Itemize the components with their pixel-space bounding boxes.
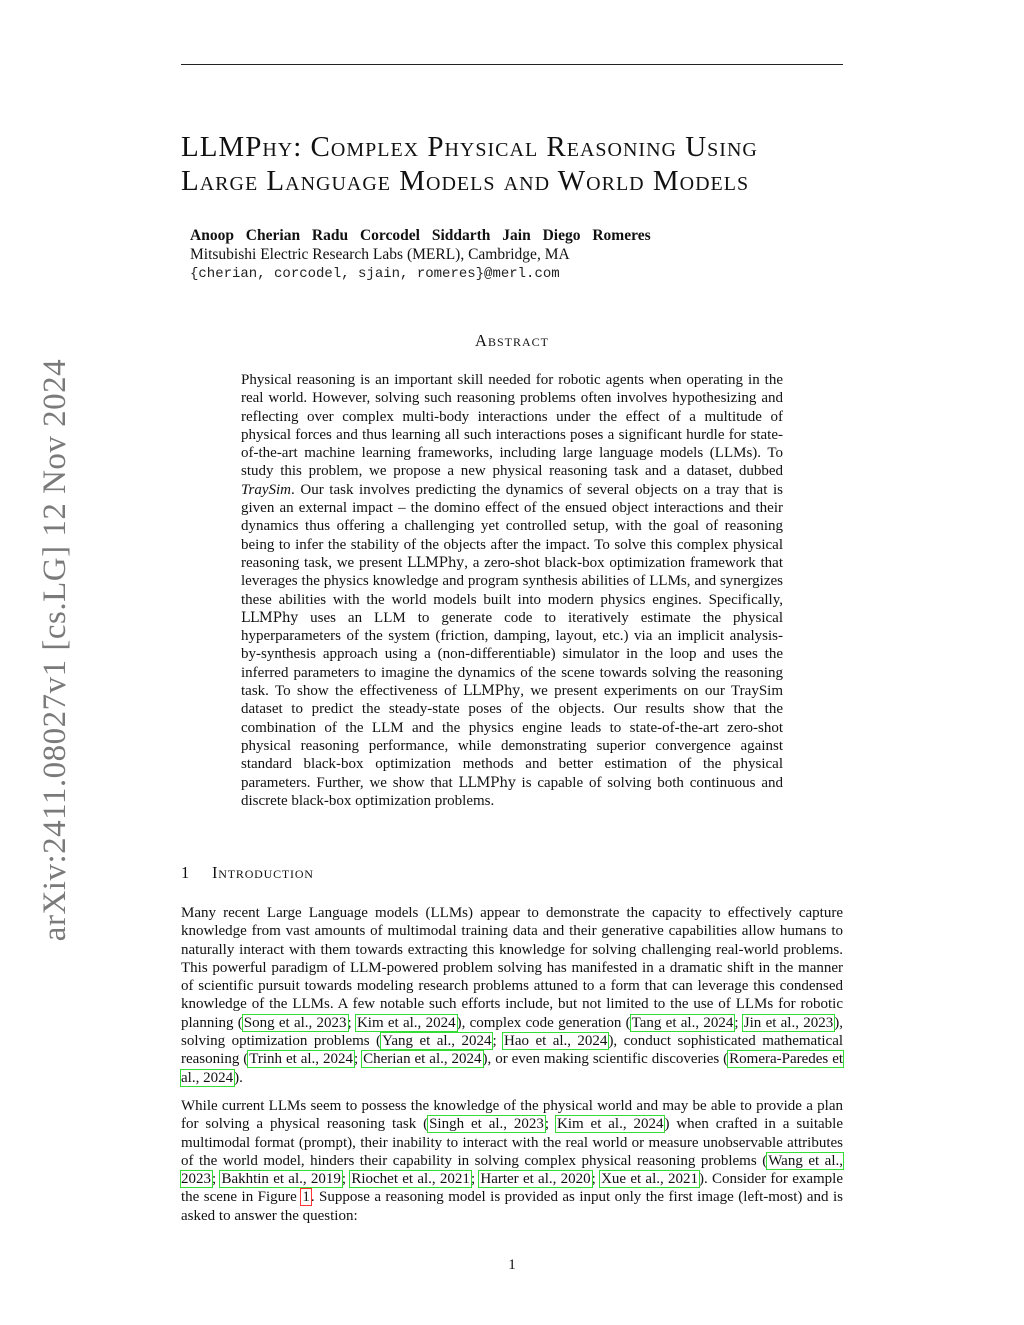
citation-separator: ;	[470, 1171, 480, 1188]
citation-link[interactable]: Harter et al., 2020	[480, 1171, 591, 1188]
method-name: LLMPhy	[407, 554, 465, 571]
paragraph-text: ) when crafted in a suitable multimodal format (prompt), their inability to interact with the real world or measure unobservable attributes of the world model, hinders their capability in solving complex physical reasoning problems (	[181, 1116, 843, 1169]
method-name: LLMPhy	[241, 609, 299, 626]
citation-link[interactable]: Singh et al., 2023	[429, 1116, 544, 1133]
citation-link[interactable]: Xue et al., 2021	[601, 1171, 698, 1188]
paper-title	[181, 130, 861, 198]
paragraph-text: ), conduct sophisticated mathematical reasoning (	[181, 1033, 844, 1068]
paragraph-text: ).	[234, 1069, 243, 1086]
method-name: LLMPhy	[463, 683, 521, 700]
paragraph-text: While current LLMs seem to possess the knowledge of the physical world and may be able to provide a plan for solving a physical reasoning task (	[181, 1098, 843, 1133]
citation-link[interactable]: Song et al., 2023	[243, 1014, 347, 1031]
citation-separator: ;	[354, 1051, 363, 1068]
figure-reference-link[interactable]: 1	[302, 1189, 310, 1206]
paragraph-text: ), complex code generation (	[456, 1014, 631, 1031]
author-emails: {cherian, corcodel, sjain, romeres}@merl.com	[190, 266, 560, 282]
citation-link[interactable]: Romera-Paredes et al., 2024	[181, 1051, 844, 1086]
dataset-name: TraySim	[241, 481, 292, 498]
citation-link[interactable]: Hao et al., 2024	[504, 1033, 608, 1050]
citation-link[interactable]: Kim et al., 2024	[356, 1014, 456, 1031]
arxiv-identifier-stamp: arXiv:2411.08027v1 [cs.LG] 12 Nov 2024	[37, 358, 73, 942]
citation-separator: ;	[544, 1116, 556, 1133]
citation-link[interactable]: Jin et al., 2023	[743, 1014, 834, 1031]
section-title: Introduction	[212, 863, 314, 882]
paper-title-line-2: Large Language Models and World Models	[181, 165, 750, 197]
paragraph-text: ), or even making scientific discoveries (	[482, 1051, 729, 1068]
paragraph-text: ), solving optimization problems (	[181, 1014, 843, 1050]
author-names: Anoop Cherian Radu Corcodel Siddarth Jain Diego Romeres	[190, 227, 651, 244]
paragraph-text: Many recent Large Language models (LLMs) appear to demonstrate the capacity to effectively capture knowledge from vast amounts of multimodal training data and their generative capabilities allow humans to naturally interact with them towards extracting this knowledge for solving challenging real-world problems. This powerful paradigm of LLM-powered problem solving has manifested in a dramatic shift in the manner of scientific pursuit towards modeling research problems attuned to a form that can leverage this condensed knowledge of the LLMs. A few notable such efforts include, but not limited to the use of LLMs for robotic planning (	[181, 905, 843, 1031]
section-number: 1	[181, 863, 191, 882]
abstract-text: uses an LLM to generate code to iteratively estimate the physical hyperparameters of the system (friction, damping, layout, etc.) via an implicit analysis-by-synthesis approach using a (non-differentiable) simulator in the loop and uses the inferred parameters to imagine the dynamics of the scene towards solving the reasoning task. To show the effectiveness of	[241, 609, 783, 700]
abstract-text: is capable of solving both continuous and discrete black-box optimization problems.	[241, 774, 783, 809]
author-affiliation: Mitsubishi Electric Research Labs (MERL), Cambridge, MA	[190, 246, 570, 263]
citation-separator: ;	[734, 1014, 743, 1031]
paper-title-line-1: LLMPhy: Complex Physical Reasoning Using	[181, 131, 758, 163]
citation-separator: ;	[591, 1171, 601, 1188]
abstract-text: , a zero-shot black-box optimization framework that leverages the physics knowledge and program synthesis abilities of LLMs, and synergizes these abilities with the world models built into modern physics engines. Specifically,	[241, 554, 783, 608]
paragraph-text: . Suppose a reasoning model is provided as input only the first image (left-most) and is asked to answer the question:	[181, 1189, 844, 1224]
abstract-text: Physical reasoning is an important skill needed for robotic agents when operating in the real world. However, solving such reasoning problems often involves hypothesizing and reflecting over complex multi-body interactions under the effect of a multitude of physical forces and thus learning all such interactions poses a significant hurdle for state-of-the-art machine learning frameworks, including large language models (LLMs). To study this problem, we propose a new physical reasoning task and a dataset, dubbed	[241, 372, 783, 480]
intro-paragraph-1	[181, 904, 843, 1087]
intro-paragraph-2	[181, 1097, 843, 1225]
author-block	[190, 227, 850, 284]
citation-separator: ;	[341, 1171, 351, 1188]
abstract-text: , we present experiments on our TraySim dataset to predict the steady-state poses of the objects. Our results show that the combination of the LLM and the physics engine leads to state-of-the-art zero-shot physical reasoning performance, while demonstrating superior convergence against standard black-box optimization methods and better estimation of the physical parameters. Further, we show that	[241, 683, 783, 791]
abstract-text: . Our task involves predicting the dynamics of several objects on a tray that is given an external impact – the domino effect of the ensued object interactions and their dynamics thus offering a challenging yet controlled setup, with the goal of reasoning being to infer the stability of the objects after the impact. To solve this complex physical reasoning task, we present	[241, 481, 783, 571]
citation-link[interactable]: Trinh et al., 2024	[249, 1051, 353, 1068]
citation-link[interactable]: Kim et al., 2024	[556, 1116, 664, 1133]
page-number: 1	[508, 1257, 516, 1273]
citation-separator: ;	[212, 1171, 221, 1188]
citation-link[interactable]: Wang et al., 2023	[181, 1152, 844, 1188]
citation-separator: ;	[492, 1033, 504, 1050]
abstract-heading: Abstract	[475, 331, 549, 350]
abstract-body	[241, 371, 783, 810]
top-rule	[181, 64, 843, 65]
citation-separator: ;	[347, 1014, 356, 1031]
paragraph-text: ). Consider for example the scene in Figure	[181, 1171, 843, 1206]
citation-link[interactable]: Yang et al., 2024	[382, 1033, 492, 1050]
section-heading-introduction	[181, 863, 314, 883]
citation-link[interactable]: Tang et al., 2024	[631, 1014, 734, 1031]
citation-link[interactable]: Bakhtin et al., 2019	[221, 1171, 341, 1188]
citation-link[interactable]: Cherian et al., 2024	[363, 1051, 482, 1068]
method-name: LLMPhy	[458, 774, 516, 791]
citation-link[interactable]: Riochet et al., 2021	[351, 1171, 470, 1188]
